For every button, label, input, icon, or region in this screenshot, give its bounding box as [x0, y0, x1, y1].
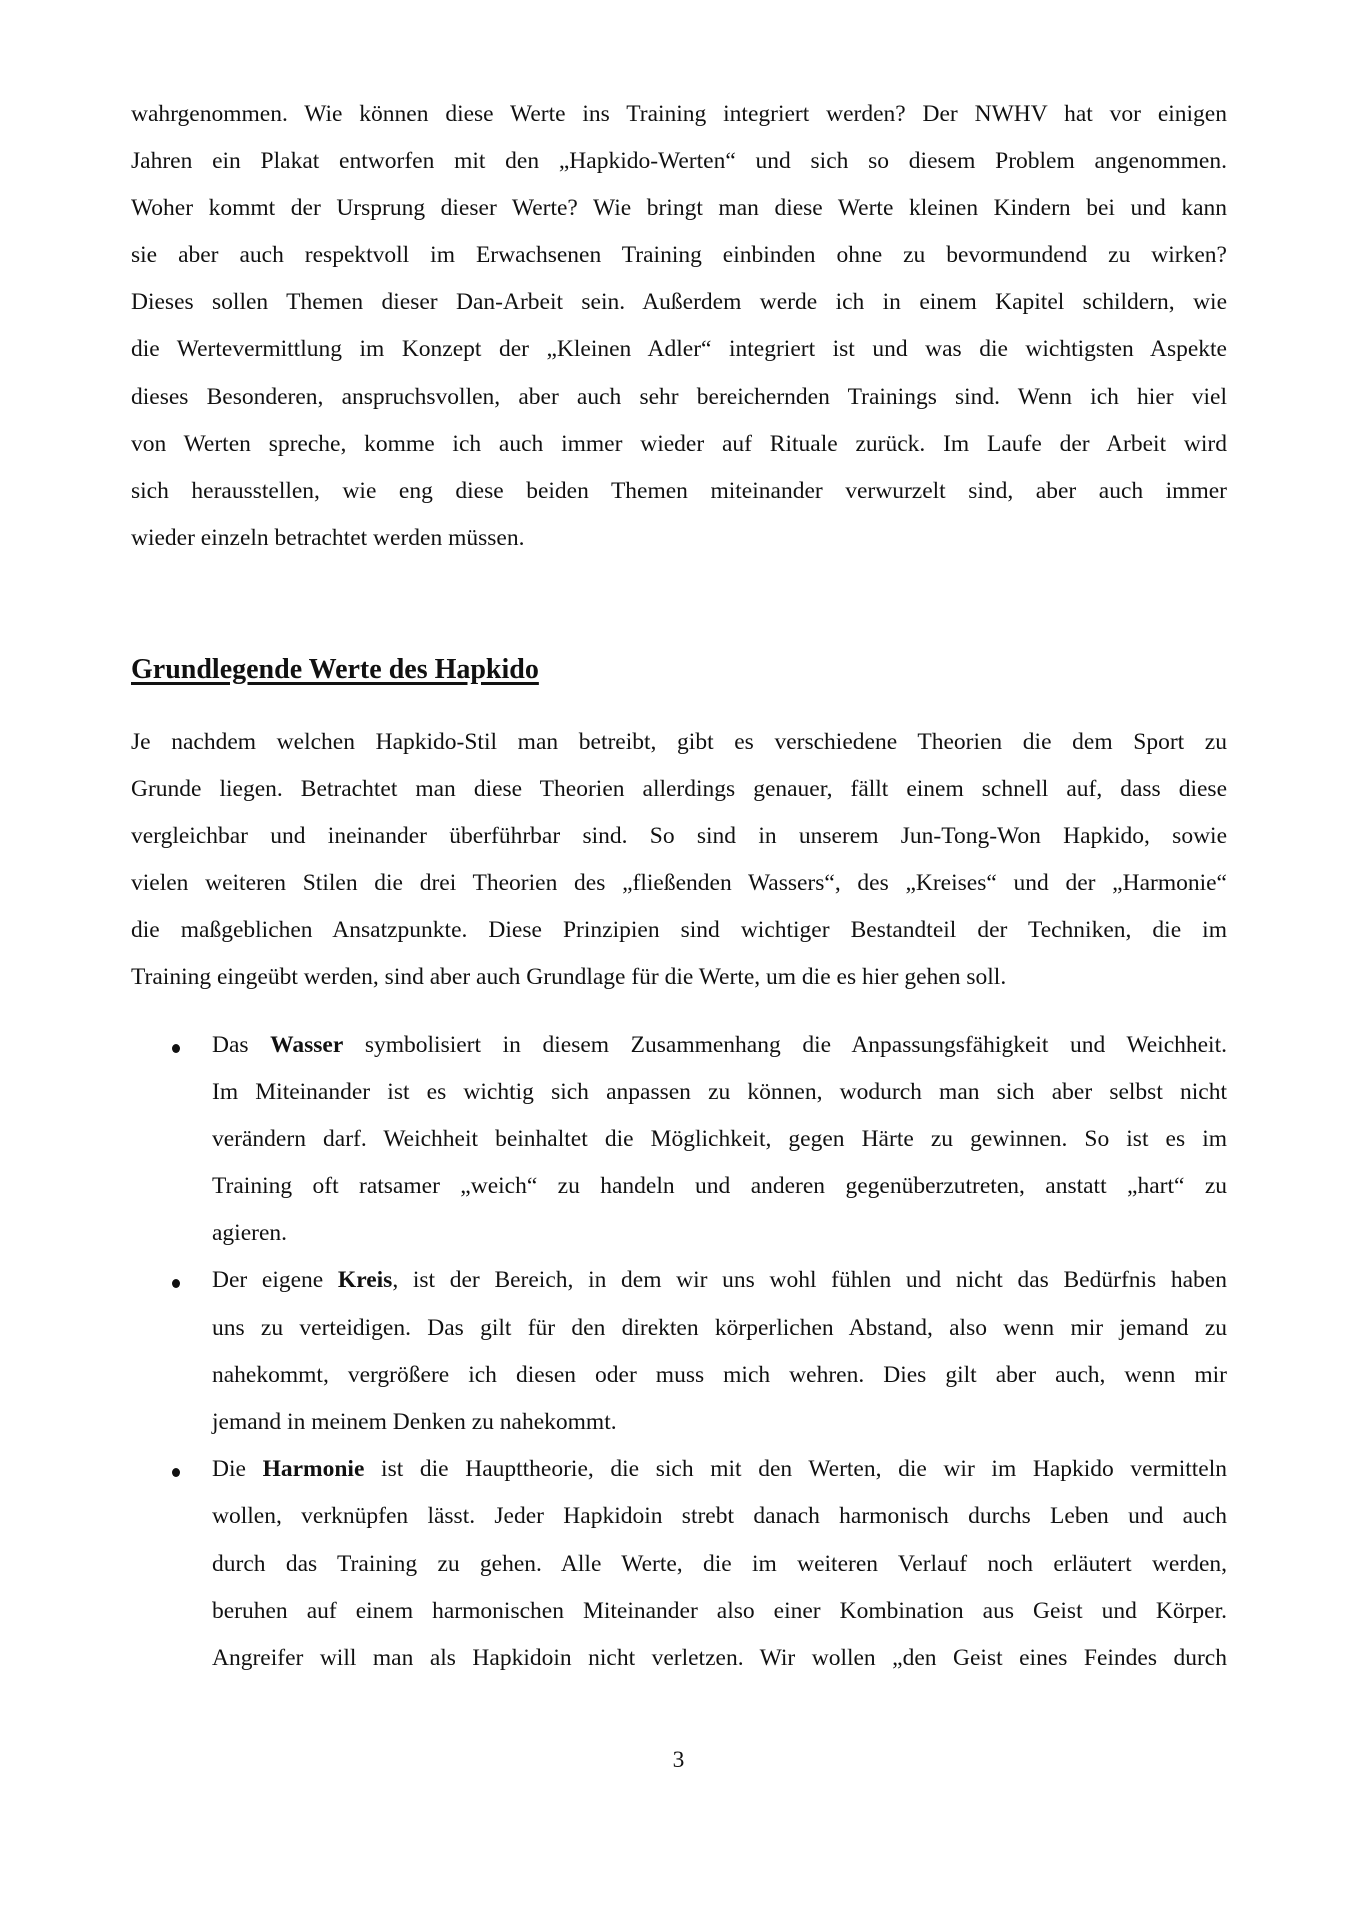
- bold-term: Harmonie: [262, 1456, 365, 1483]
- text-run: jemand in meinem Denken zu nahekommt.: [212, 1409, 617, 1435]
- text-run: dieses Besonderen, anspruchsvollen, aber auch sehr bereichernden Trainings sind. Wenn ich hier viel: [131, 383, 1227, 410]
- bold-term: Kreis: [337, 1267, 393, 1294]
- bullet-icon: [172, 1044, 180, 1053]
- text-line: [131, 374, 1227, 421]
- text-line: [131, 421, 1227, 468]
- text-run: Das: [212, 1031, 271, 1058]
- text-run: verändern darf. Weichheit beinhaltet die Möglichkeit, gegen Härte zu gewinnen. So ist es im: [212, 1125, 1227, 1152]
- section-paragraph: [131, 719, 1227, 1002]
- text-run: Der eigene: [212, 1267, 338, 1294]
- text-line: [131, 719, 1227, 766]
- text-run: Training eingeübt werden, sind aber auch Grundlage für die Werte, um die es hier gehen soll.: [131, 964, 1007, 991]
- text-run: Dieses sollen Themen dieser Dan-Arbeit sein. Außerdem werde ich in einem Kapitel schildern, wie: [131, 289, 1227, 316]
- text-run: vielen weiteren Stilen die drei Theorien des „fließenden Wassers“, des „Kreises“ und der „Harmonie“: [131, 870, 1227, 897]
- text-run: die maßgeblichen Ansatzpunkte. Diese Prinzipien sind wichtiger Bestandteil der Techniken, die im: [131, 917, 1227, 944]
- text-run: symbolisiert in diesem Zusammenhang die Anpassungsfähigkeit und Weichheit.: [343, 1031, 1227, 1058]
- text-run: Training oft ratsamer „weich“ zu handeln und anderen gegenüberzutreten, anstatt „hart“ zu: [212, 1173, 1227, 1200]
- text-line: [131, 954, 1227, 1001]
- text-line: [212, 1493, 1227, 1540]
- text-run: nahekommt, vergrößere ich diesen oder muss mich wehren. Dies gilt aber auch, wenn mir: [212, 1361, 1227, 1388]
- text-run: Im Miteinander ist es wichtig sich anpassen zu können, wodurch man sich aber selbst nicht: [212, 1078, 1227, 1105]
- text-run: ist die Haupttheorie, die sich mit den Werten, die wir im Hapkido vermitteln: [364, 1456, 1227, 1483]
- text-line: [212, 1635, 1227, 1682]
- text-line: [131, 766, 1227, 813]
- text-run: Grunde liegen. Betrachtet man diese Theorien allerdings genauer, fällt einem schnell auf, dass diese: [131, 775, 1227, 802]
- list-item-text: [212, 1257, 1227, 1446]
- text-line: [131, 860, 1227, 907]
- text-run: Woher kommt der Ursprung dieser Werte? Wie bringt man diese Werte kleinen Kindern bei und kann: [131, 194, 1227, 221]
- text-line: [131, 907, 1227, 954]
- text-line: [212, 1588, 1227, 1635]
- text-run: sich herausstellen, wie eng diese beiden Themen miteinander verwurzelt sind, aber auch immer: [131, 478, 1227, 504]
- text-line: [212, 1541, 1227, 1588]
- text-line: [212, 1399, 1227, 1446]
- bold-term: Wasser: [270, 1031, 344, 1058]
- text-run: die Wertevermittlung im Konzept der „Kleinen Adler“ integriert ist und was die wichtigsten Aspekte: [131, 336, 1227, 363]
- text-line: [212, 1352, 1227, 1399]
- text-line: [212, 1022, 1227, 1069]
- text-run: wahrgenommen. Wie können diese Werte ins Training integriert werden? Der NWHV hat vor einigen: [131, 100, 1227, 127]
- text-line: [131, 813, 1227, 860]
- text-line: [131, 515, 1227, 562]
- text-line: [212, 1446, 1227, 1493]
- text-line: [131, 91, 1227, 138]
- text-line: [212, 1305, 1227, 1352]
- text-line: [131, 232, 1227, 279]
- text-run: beruhen auf einem harmonischen Miteinander also einer Kombination aus Geist und Körper.: [212, 1597, 1227, 1624]
- text-run: sie aber auch respektvoll im Erwachsenen Training einbinden ohne zu bevormundend zu wirken?: [131, 242, 1227, 269]
- principles-list: [131, 1022, 1227, 1683]
- text-line: [131, 326, 1227, 373]
- text-run: vergleichbar und ineinander überführbar sind. So sind in unserem Jun-Tong-Won Hapkido, sowie: [131, 822, 1227, 849]
- text-run: Je nachdem welchen Hapkido-Stil man betreibt, gibt es verschiedene Theorien die dem Sport zu: [131, 728, 1227, 755]
- text-run: wollen, verknüpfen lässt. Jeder Hapkidoin strebt danach harmonisch durchs Leben und auch: [212, 1503, 1227, 1530]
- text-run: wieder einzeln betrachtet werden müssen.: [131, 525, 525, 552]
- text-run: von Werten spreche, komme ich auch immer wieder auf Rituale zurück. Im Laufe der Arbeit wird: [131, 430, 1227, 457]
- text-line: [131, 279, 1227, 326]
- text-line: [131, 138, 1227, 185]
- list-item-harmonie: [131, 1446, 1227, 1682]
- text-line: [212, 1163, 1227, 1210]
- bullet-icon: [172, 1279, 180, 1288]
- list-item-text: [212, 1022, 1227, 1258]
- list-item-wasser: [131, 1022, 1227, 1258]
- list-item-kreis: [131, 1257, 1227, 1446]
- text-line: [212, 1116, 1227, 1163]
- text-line: [212, 1210, 1227, 1257]
- page-number: 3: [672, 1747, 685, 1773]
- text-run: Angreifer will man als Hapkidoin nicht verletzen. Wir wollen „den Geist eines Feindes durch: [212, 1644, 1227, 1671]
- intro-paragraph: [131, 91, 1227, 563]
- text-line: [131, 185, 1227, 232]
- list-item-text: [212, 1446, 1227, 1682]
- bullet-icon: [172, 1468, 180, 1477]
- text-line: [131, 468, 1227, 515]
- section-heading: Grundlegende Werte des Hapkido: [131, 654, 539, 685]
- text-line: [212, 1257, 1227, 1304]
- text-run: Jahren ein Plakat entworfen mit den „Hapkido-Werten“ und sich so diesem Problem angenommen.: [131, 147, 1227, 174]
- text-run: uns zu verteidigen. Das gilt für den direkten körperlichen Abstand, also wenn mir jemand zu: [212, 1314, 1227, 1341]
- text-run: durch das Training zu gehen. Alle Werte, die im weiteren Verlauf noch erläutert werden,: [212, 1550, 1227, 1577]
- text-line: [212, 1069, 1227, 1116]
- text-run: Die: [212, 1456, 263, 1483]
- text-run: agieren.: [212, 1220, 288, 1247]
- text-run: , ist der Bereich, in dem wir uns wohl fühlen und nicht das Bedürfnis haben: [392, 1267, 1227, 1294]
